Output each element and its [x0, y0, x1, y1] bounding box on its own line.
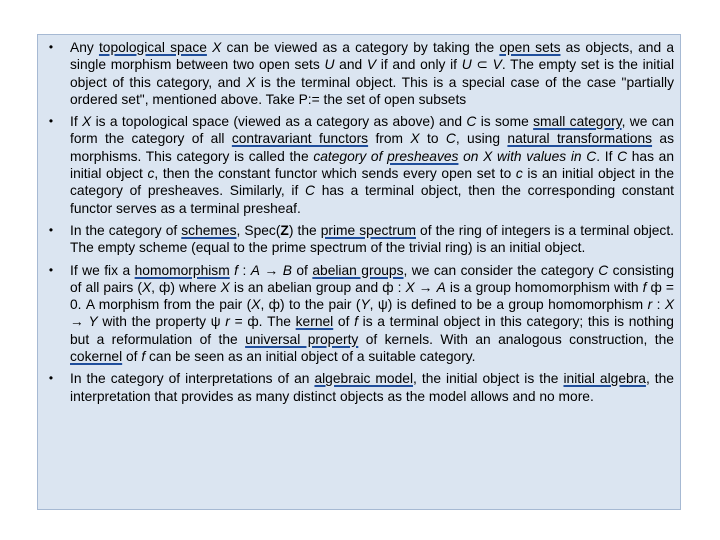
- text-run: with the property ψ: [97, 314, 226, 330]
- text-run: of: [333, 314, 355, 330]
- text-run: , ф) to the pair (: [260, 297, 361, 313]
- text-run: X: [664, 297, 675, 313]
- text-run: from: [368, 131, 411, 147]
- hyperlink[interactable]: prime spectrum: [320, 222, 416, 238]
- text-run: of kernels. With an analogous construction, the: [358, 331, 674, 347]
- hyperlink[interactable]: kernel: [295, 314, 334, 330]
- text-run: V: [366, 57, 377, 73]
- bullet-dot-icon: •: [48, 222, 54, 237]
- text-run: can be seen as an initial object of a suitable category.: [145, 349, 476, 365]
- text-run: V: [492, 57, 502, 73]
- text-run: of the ring of integers is a terminal object. The empty scheme (equal to the prime spectrum of the trivial ring) is an initial object.: [70, 222, 674, 256]
- text-run: , the initial object is the: [413, 371, 564, 387]
- text-run: Y: [360, 297, 370, 313]
- text-run: ⊂: [471, 57, 493, 73]
- text-run: f: [234, 262, 239, 278]
- hyperlink[interactable]: presheaves: [387, 148, 459, 164]
- text-run: , we can consider the category: [403, 262, 599, 278]
- bullet-item: [44, 39, 674, 108]
- text-run: :: [652, 297, 665, 313]
- text-run: X: [410, 131, 420, 147]
- text-run: if and only if: [376, 57, 462, 73]
- text-run: X: [405, 279, 415, 295]
- hyperlink[interactable]: cokernel: [70, 349, 123, 365]
- text-run: Y: [88, 314, 98, 330]
- hyperlink[interactable]: universal property: [245, 331, 359, 347]
- text-run: C: [617, 148, 628, 164]
- bullet-text: [70, 263, 674, 364]
- text-run: A: [436, 279, 446, 295]
- text-run: X: [212, 40, 222, 55]
- bullet-list: [44, 39, 674, 405]
- text-run: If: [70, 114, 83, 130]
- text-run: , then the constant functor which sends every open set to: [154, 166, 516, 182]
- text-run: In the category of interpretations of an: [70, 371, 315, 387]
- text-run: Any: [70, 40, 99, 55]
- hyperlink[interactable]: small category: [533, 114, 622, 130]
- text-run: , Spec(: [236, 222, 281, 238]
- hyperlink[interactable]: topological space: [98, 40, 207, 55]
- bullet-text: [70, 371, 674, 403]
- hyperlink[interactable]: open sets: [499, 40, 561, 55]
- text-run: →: [259, 262, 283, 278]
- text-run: X: [141, 279, 152, 295]
- bullet-text: [70, 114, 674, 215]
- bullet-item: [44, 113, 674, 217]
- text-run: . The empty set is the initial object of this category, and: [70, 57, 675, 90]
- text-run: If we fix a: [70, 262, 135, 278]
- hyperlink[interactable]: initial algebra: [563, 371, 646, 387]
- text-run: ф = 0. A morphism from the pair (: [70, 279, 674, 313]
- text-run: , using: [455, 131, 508, 147]
- hyperlink[interactable]: natural transformations: [507, 131, 653, 147]
- bullet-dot-icon: •: [48, 262, 54, 277]
- text-run: = ф. The: [229, 314, 296, 330]
- text-run: is a group homomorphism with: [445, 279, 643, 295]
- hyperlink[interactable]: schemes: [181, 222, 237, 238]
- hyperlink[interactable]: algebraic model: [314, 371, 414, 387]
- text-run: , we can form the category of all: [70, 114, 675, 147]
- text-run: U: [324, 57, 335, 73]
- text-run: c: [147, 166, 155, 182]
- text-run: is a topological space (viewed as a category as above) and: [91, 114, 467, 130]
- bullet-dot-icon: •: [48, 114, 54, 129]
- text-run: can be viewed as a category by taking the: [221, 40, 500, 55]
- text-run: B: [282, 262, 292, 278]
- text-run: as objects, and a single morphism between two open sets: [70, 40, 674, 73]
- text-run: category of: [313, 148, 388, 164]
- text-run: In the category of: [70, 222, 182, 238]
- text-run: f: [141, 349, 146, 365]
- text-run: as morphisms. This category is called the: [70, 131, 674, 164]
- text-run: A: [250, 262, 260, 278]
- text-run: , ф) where: [151, 279, 221, 295]
- text-run: is an initial object in the category of presheaves. Similarly, if: [70, 166, 674, 199]
- text-run: C: [445, 131, 456, 147]
- text-run: , the interpretation that provides as many distinct objects as the model allows and no more.: [70, 371, 674, 404]
- text-run: of: [122, 349, 142, 365]
- text-run: X: [251, 297, 261, 313]
- slide-content-panel: [37, 34, 681, 510]
- text-run: C: [598, 262, 609, 278]
- text-run: has an initial object: [70, 148, 675, 182]
- text-run: , ψ) is defined to be a group homomorphism: [369, 297, 648, 313]
- text-run: r: [647, 297, 653, 313]
- bullet-text: [70, 40, 674, 107]
- text-run: r: [225, 314, 230, 330]
- hyperlink[interactable]: abelian groups: [312, 262, 404, 278]
- text-run: is an abelian group and ф :: [229, 279, 406, 295]
- text-run: C: [305, 183, 315, 199]
- text-run: :: [238, 262, 251, 278]
- text-run: is the terminal object. This is a special case of the case "partially ordered set", mentioned above. Take P:= the set of open subsets: [70, 74, 674, 107]
- text-run: and: [334, 57, 367, 73]
- text-run: Z: [280, 222, 289, 238]
- text-run: on X with values in C: [458, 148, 597, 164]
- hyperlink[interactable]: homomorphism: [134, 262, 230, 278]
- bullet-item: [44, 262, 674, 366]
- text-run: has a terminal object, then the corresponding constant functor serves as a terminal presheaf.: [70, 183, 674, 216]
- text-run: X: [220, 279, 230, 295]
- text-run: C: [466, 114, 477, 130]
- text-run: f: [642, 279, 647, 295]
- text-run: X: [82, 114, 92, 130]
- text-run: is some: [476, 114, 534, 130]
- text-run: →: [70, 314, 89, 330]
- text-run: c: [515, 166, 523, 182]
- text-run: to: [419, 131, 446, 147]
- text-run: X: [246, 74, 256, 90]
- bullet-item: [44, 222, 674, 257]
- bullet-item: [44, 370, 674, 405]
- hyperlink[interactable]: contravariant functors: [231, 131, 369, 147]
- bullet-dot-icon: •: [48, 40, 54, 54]
- bullet-text: [70, 223, 674, 255]
- text-run: f: [354, 314, 358, 330]
- bullet-dot-icon: •: [48, 371, 54, 386]
- text-run: →: [414, 279, 437, 295]
- text-run: ) the: [288, 222, 321, 238]
- text-run: . If: [596, 148, 618, 164]
- text-run: of: [291, 262, 313, 278]
- text-run: is a terminal object in this category; this is nothing but a reformulation of the: [70, 314, 674, 347]
- text-run: consisting of all pairs (: [70, 262, 675, 295]
- text-run: U: [461, 57, 472, 73]
